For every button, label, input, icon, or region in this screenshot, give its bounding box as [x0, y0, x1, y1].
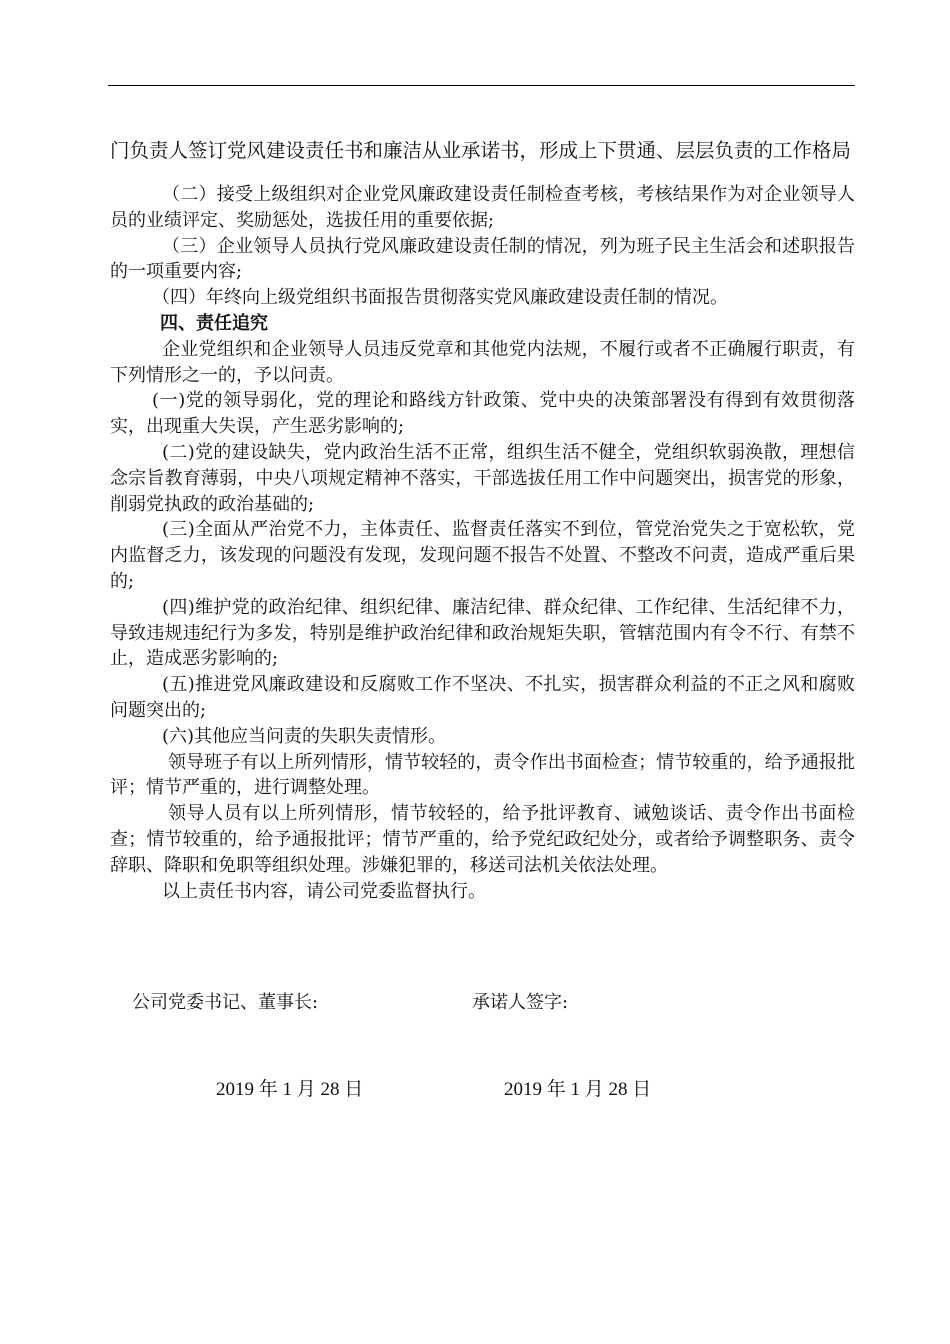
list-item: (五)推进党风廉政建设和反腐败工作不坚决、不扎实，损害群众利益的不正之风和腐败问题突出的;: [110, 674, 855, 721]
party-secretary-signature-label: 公司党委书记、董事长:: [132, 992, 319, 1013]
paragraph-item-4: （四）年终向上级党组织书面报告贯彻落实党风廉政建设责任制的情况。: [152, 287, 728, 309]
section-intro: 企业党组织和企业领导人员违反党章和其他党内法规，不履行或者不正确履行职责，有下列情形之一的，予以问责。: [110, 338, 855, 386]
list-item: (六)其他应当问责的失职失责情形。: [162, 725, 447, 747]
individual-penalty-paragraph: 领导人员有以上所列情形，情节较轻的，给予批评教育、诫勉谈话、责令作出书面检查；情节较重的，给予通报批评；情节严重的，给予党纪政纪处分，或者给予调整职务、责令辞职、降职和免职等组织处理。涉嫌犯罪的，移送司法机关依法处理。: [110, 803, 855, 876]
section-heading: 四、责任追究: [160, 312, 268, 334]
list-item: (四)维护党的政治纪律、组织纪律、廉洁纪律、群众纪律、工作纪律、生活纪律不力，导致违规违纪行为多发，特别是维护政治纪律和政治规矩失职，管辖范围内有令不行、有禁不止，造成恶劣影响的;: [110, 596, 855, 670]
left-signature-date: 2019 年 1 月 28 日: [216, 1079, 364, 1100]
document-body: [110, 126, 855, 904]
paragraph-item-3: （三）企业领导人员执行党风廉政建设责任制的情况，列为班子民主生活会和述职报告的一项重要内容;: [110, 235, 855, 283]
lead-paragraph: 门负责人签订党风建设责任书和廉洁从业承诺书，形成上下贯通、层层负责的工作格局: [110, 139, 852, 162]
list-item: (二)党的建设缺失，党内政治生活不正常，组织生活不健全，党组织软弱涣散，理想信念宗旨教育薄弱，中央八项规定精神不落实，干部选拔任用工作中问题突出，损害党的形象，削弱党执政的政治基础的;: [110, 441, 855, 515]
closing-paragraph: 以上责任书内容，请公司党委监督执行。: [162, 880, 486, 902]
leadership-penalty-paragraph: 领导班子有以上所列情形，情节较轻的，责令作出书面检查；情节较重的，给予通报批评；情节严重的，进行调整处理。: [110, 751, 855, 799]
right-signature-date: 2019 年 1 月 28 日: [504, 1079, 652, 1100]
promisor-signature-label: 承诺人签字:: [472, 992, 569, 1013]
list-item: (三)全面从严治党不力，主体责任、监督责任落实不到位，管党治党失之于宽松软，党内监督乏力，该发现的问题没有发现，发现问题不报告不处置、不整改不问责，造成严重后果的;: [110, 519, 855, 592]
list-item: (一)党的领导弱化，党的理论和路线方针政策、党中央的决策部署没有得到有效贯彻落实，出现重大失误，产生恶劣影响的;: [110, 390, 855, 438]
header-rule: [108, 85, 855, 86]
paragraph-item-2: （二）接受上级组织对企业党风廉政建设责任制检查考核，考核结果作为对企业领导人员的业绩评定、奖励惩处，选拔任用的重要依据;: [110, 184, 855, 231]
